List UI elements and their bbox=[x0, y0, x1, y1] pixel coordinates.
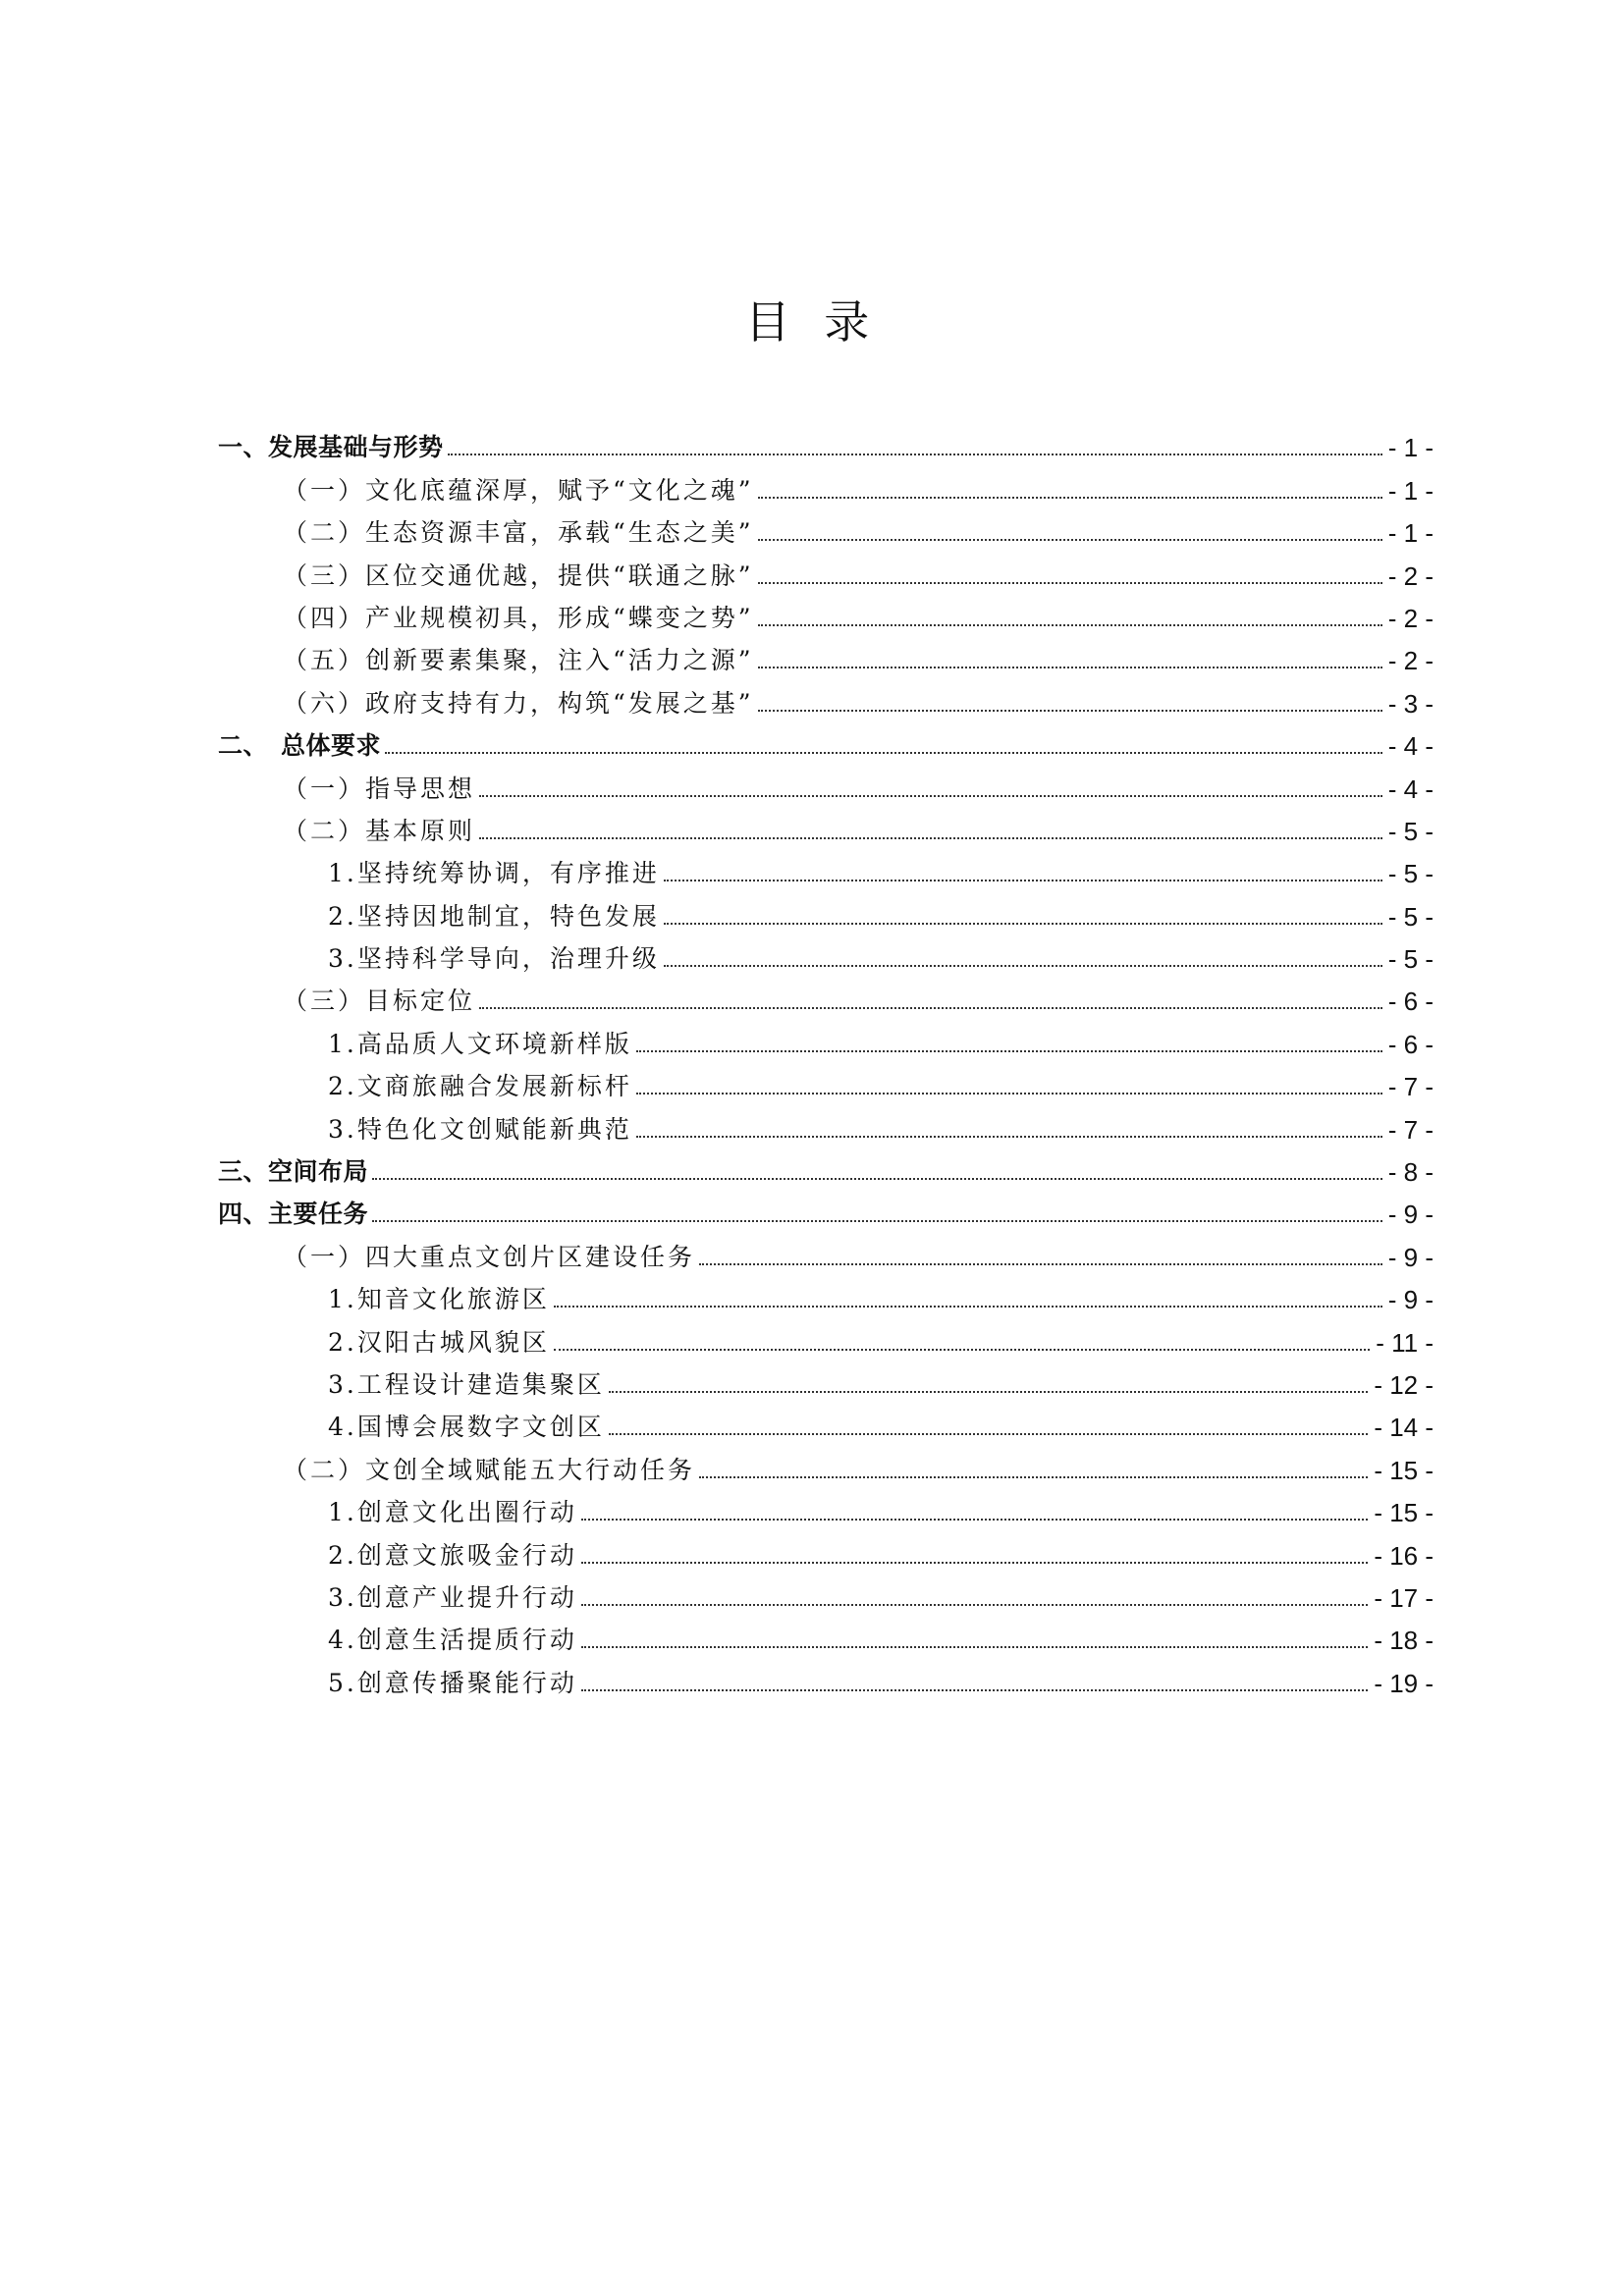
toc-page-number: - 9 - bbox=[1387, 1242, 1434, 1272]
toc-entry[interactable] bbox=[218, 633, 1434, 675]
toc-entry[interactable] bbox=[218, 804, 1434, 846]
toc-dot-leader bbox=[479, 1007, 1382, 1009]
toc-entry[interactable] bbox=[218, 548, 1434, 590]
toc-page-number: - 2 - bbox=[1387, 646, 1434, 676]
toc-page-number: - 4 - bbox=[1387, 731, 1434, 762]
toc-entry[interactable] bbox=[218, 1101, 1434, 1144]
toc-page-number: - 5 - bbox=[1387, 944, 1434, 975]
toc-page-number: - 7 - bbox=[1387, 1072, 1434, 1102]
toc-entry[interactable] bbox=[218, 506, 1434, 548]
toc-entry[interactable] bbox=[218, 1272, 1434, 1314]
toc-dot-leader bbox=[636, 1093, 1382, 1095]
toc-entry-label: 4.国博会展数字文创区 bbox=[328, 1413, 605, 1442]
toc-entry-label: （四）产业规模初具，形成“蝶变之势” bbox=[283, 603, 754, 632]
toc-entry-label: （二）基本原则 bbox=[283, 816, 476, 845]
toc-entry-label: （六）政府支持有力，构筑“发展之基” bbox=[283, 688, 754, 718]
toc-dot-leader bbox=[636, 1050, 1382, 1052]
toc-entry-label: （一）文化底蕴深厚，赋予“文化之魂” bbox=[283, 475, 754, 505]
toc-dot-leader bbox=[385, 752, 1382, 754]
toc-entry-label: （二）生态资源丰富，承载“生态之美” bbox=[283, 518, 754, 548]
toc-entry[interactable] bbox=[218, 974, 1434, 1016]
toc-entry[interactable] bbox=[218, 719, 1434, 761]
toc-page-number: - 6 - bbox=[1387, 1029, 1434, 1059]
toc-entry[interactable] bbox=[218, 462, 1434, 505]
toc-entry[interactable] bbox=[218, 1613, 1434, 1655]
toc-dot-leader bbox=[609, 1391, 1368, 1393]
toc-entry-label: 一、发展基础与形势 bbox=[218, 433, 444, 462]
toc-entry[interactable] bbox=[218, 846, 1434, 888]
toc-dot-leader bbox=[372, 1178, 1382, 1180]
toc-entry-label: 1.知音文化旅游区 bbox=[328, 1285, 550, 1314]
toc-dot-leader bbox=[479, 795, 1382, 797]
toc-page-number: - 16 - bbox=[1374, 1540, 1434, 1571]
toc-dot-leader bbox=[636, 1136, 1382, 1138]
toc-entry[interactable] bbox=[218, 1442, 1434, 1484]
toc-dot-leader bbox=[758, 582, 1382, 584]
toc-entry-label: 2.汉阳古城风貌区 bbox=[328, 1327, 550, 1357]
toc-entry[interactable] bbox=[218, 1229, 1434, 1271]
toc-page-number: - 3 - bbox=[1387, 688, 1434, 719]
toc-dot-leader bbox=[758, 539, 1382, 541]
toc-entry-label: （五）创新要素集聚，注入“活力之源” bbox=[283, 646, 754, 675]
toc-entry[interactable] bbox=[218, 1314, 1434, 1357]
toc-entry-label: 2.坚持因地制宜，特色发展 bbox=[328, 901, 660, 931]
toc-dot-leader bbox=[581, 1604, 1368, 1606]
toc-page-number: - 1 - bbox=[1387, 475, 1434, 506]
toc-entry[interactable] bbox=[218, 761, 1434, 803]
toc-entry-label: 1.坚持统筹协调，有序推进 bbox=[328, 859, 660, 888]
toc-page-number: - 8 - bbox=[1387, 1157, 1434, 1188]
toc-page-number: - 1 - bbox=[1387, 433, 1434, 463]
toc-entry[interactable] bbox=[218, 591, 1434, 633]
toc-entry[interactable] bbox=[218, 1400, 1434, 1442]
toc-entry-label: 3.工程设计建造集聚区 bbox=[328, 1369, 605, 1399]
toc-page-number: - 6 - bbox=[1387, 987, 1434, 1017]
toc-entry-label: 1.高品质人文环境新样版 bbox=[328, 1029, 632, 1058]
toc-page-number: - 19 - bbox=[1374, 1668, 1434, 1698]
toc-entry[interactable] bbox=[218, 1358, 1434, 1400]
toc-entry[interactable] bbox=[218, 1571, 1434, 1613]
toc-dot-leader bbox=[664, 965, 1382, 967]
toc-entry[interactable] bbox=[218, 1145, 1434, 1187]
toc-page-number: - 5 - bbox=[1387, 816, 1434, 846]
toc-dot-leader bbox=[699, 1263, 1382, 1265]
toc-entry-label: 3.创意产业提升行动 bbox=[328, 1582, 577, 1612]
toc-dot-leader bbox=[581, 1562, 1368, 1564]
toc-entry-label: （二）文创全域赋能五大行动任务 bbox=[283, 1455, 696, 1484]
toc-dot-leader bbox=[664, 880, 1382, 881]
toc-page-number: - 4 - bbox=[1387, 774, 1434, 804]
toc-page-number: - 18 - bbox=[1374, 1626, 1434, 1656]
toc-entry[interactable] bbox=[218, 1655, 1434, 1697]
toc-entry-label: 四、主要任务 bbox=[218, 1200, 369, 1229]
toc-dot-leader bbox=[758, 497, 1382, 499]
toc-entry[interactable] bbox=[218, 1527, 1434, 1570]
toc-page-number: - 1 - bbox=[1387, 518, 1434, 549]
toc-entry[interactable] bbox=[218, 675, 1434, 718]
toc-entry[interactable] bbox=[218, 1187, 1434, 1229]
toc-entry-label: 3.坚持科学导向，治理升级 bbox=[328, 944, 660, 974]
toc-entry-label: 2.创意文旅吸金行动 bbox=[328, 1540, 577, 1570]
toc-dot-leader bbox=[581, 1646, 1368, 1648]
toc-page-number: - 5 - bbox=[1387, 859, 1434, 889]
toc-entry[interactable] bbox=[218, 932, 1434, 974]
toc-entry-label: 1.创意文化出圈行动 bbox=[328, 1498, 577, 1527]
toc-dot-leader bbox=[609, 1433, 1368, 1435]
toc-dot-leader bbox=[664, 923, 1382, 925]
toc-entry-label: 3.特色化文创赋能新典范 bbox=[328, 1114, 632, 1144]
toc-dot-leader bbox=[372, 1220, 1382, 1222]
toc-page-number: - 17 - bbox=[1374, 1582, 1434, 1613]
page-title: 目 录 bbox=[744, 295, 880, 348]
toc-dot-leader bbox=[554, 1306, 1382, 1308]
toc-entry-label: 二、 总体要求 bbox=[218, 731, 382, 761]
toc-dot-leader bbox=[448, 454, 1382, 455]
toc-dot-leader bbox=[699, 1476, 1368, 1478]
toc-dot-leader bbox=[554, 1349, 1370, 1351]
toc-entry-label: （三）目标定位 bbox=[283, 987, 476, 1016]
toc-entry[interactable] bbox=[218, 888, 1434, 931]
toc-entry-label: （一）四大重点文创片区建设任务 bbox=[283, 1242, 696, 1271]
toc-entry-label: 4.创意生活提质行动 bbox=[328, 1626, 577, 1655]
toc-page-number: - 11 - bbox=[1376, 1327, 1434, 1358]
toc-page-number: - 5 - bbox=[1387, 901, 1434, 932]
toc-dot-leader bbox=[758, 624, 1382, 626]
toc-entry-label: （三）区位交通优越，提供“联通之脉” bbox=[283, 561, 754, 590]
toc-page-number: - 12 - bbox=[1374, 1369, 1434, 1400]
toc-page-number: - 14 - bbox=[1374, 1413, 1434, 1443]
toc-page-number: - 9 - bbox=[1387, 1200, 1434, 1230]
toc-dot-leader bbox=[758, 667, 1382, 668]
toc-page-number: - 7 - bbox=[1387, 1114, 1434, 1145]
toc-dot-leader bbox=[758, 710, 1382, 712]
toc-entry[interactable] bbox=[218, 420, 1434, 462]
table-of-contents bbox=[218, 420, 1434, 1698]
toc-entry[interactable] bbox=[218, 1059, 1434, 1101]
toc-dot-leader bbox=[581, 1689, 1368, 1691]
toc-entry-label: （一）指导思想 bbox=[283, 774, 476, 803]
toc-entry-label: 三、空间布局 bbox=[218, 1157, 369, 1187]
toc-entry-label: 5.创意传播聚能行动 bbox=[328, 1668, 577, 1697]
toc-page-number: - 15 - bbox=[1374, 1455, 1434, 1485]
toc-page-number: - 9 - bbox=[1387, 1285, 1434, 1315]
toc-page-number: - 15 - bbox=[1374, 1498, 1434, 1528]
toc-page-number: - 2 - bbox=[1387, 603, 1434, 633]
toc-dot-leader bbox=[581, 1519, 1368, 1521]
toc-entry[interactable] bbox=[218, 1016, 1434, 1058]
toc-entry-label: 2.文商旅融合发展新标杆 bbox=[328, 1072, 632, 1101]
toc-page-number: - 2 - bbox=[1387, 561, 1434, 591]
toc-dot-leader bbox=[479, 837, 1382, 839]
toc-entry[interactable] bbox=[218, 1485, 1434, 1527]
